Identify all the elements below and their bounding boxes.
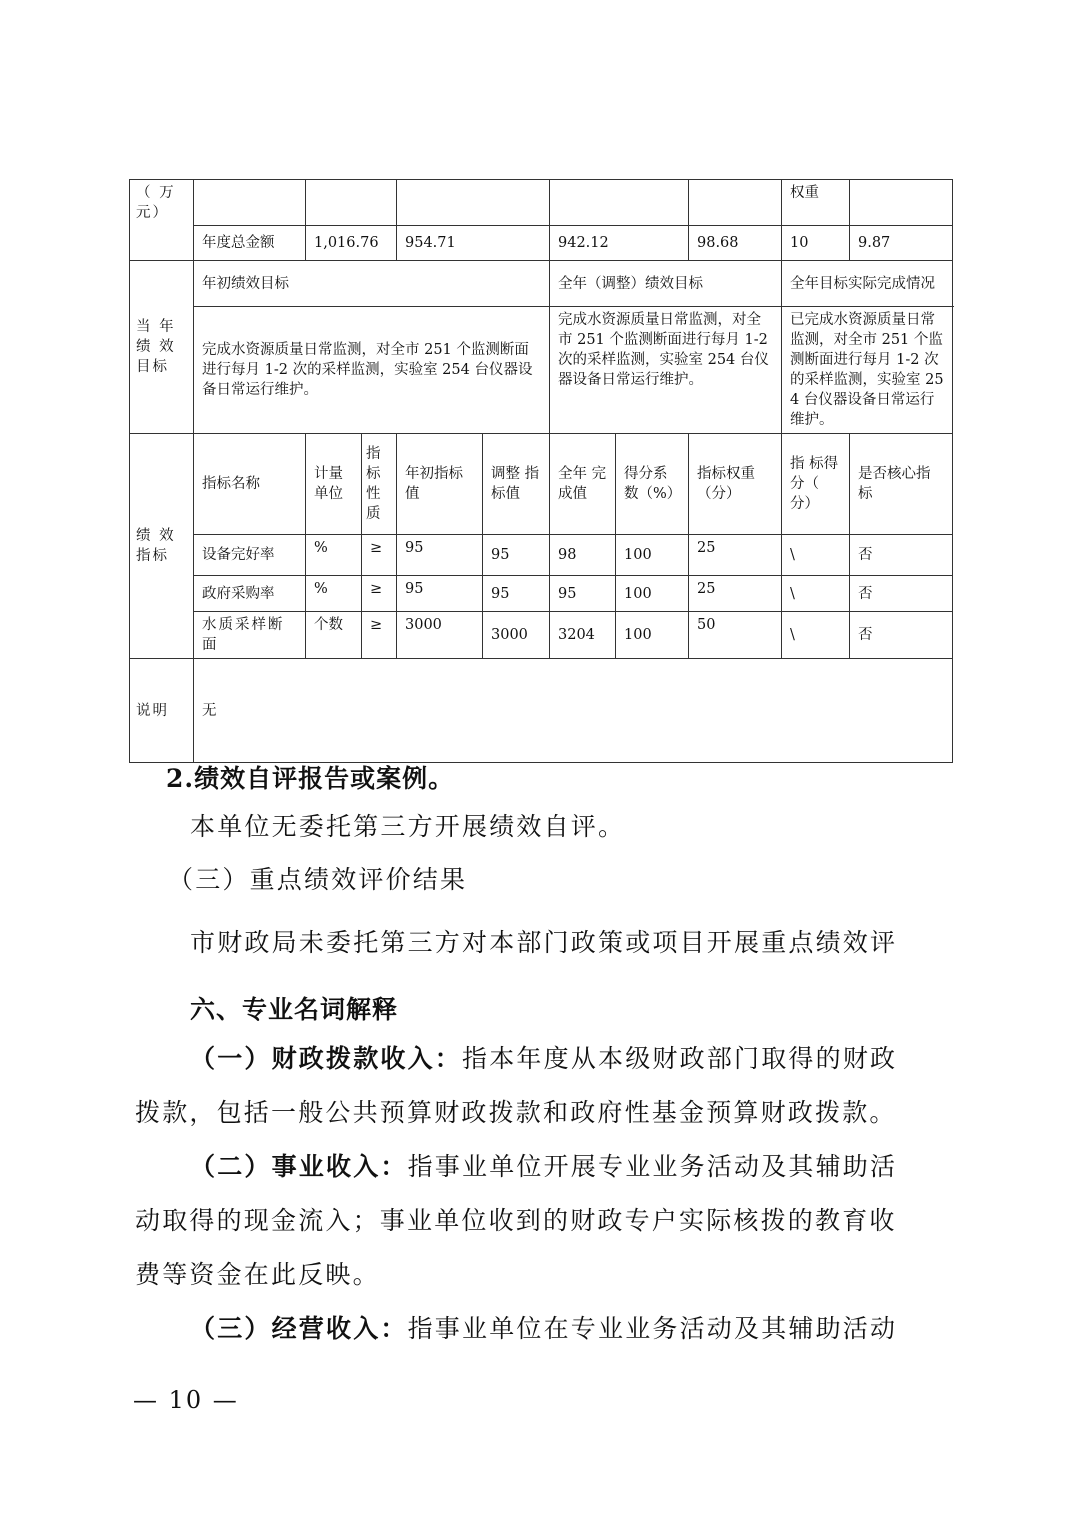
indicator-header: 年初指标值 bbox=[397, 434, 483, 535]
indicator-cell: 3000 bbox=[483, 612, 550, 659]
term2-line2: 动取得的现金流入；事业单位收到的财政专户实际核拨的教育收 bbox=[135, 1206, 897, 1235]
indicator-cell: \ bbox=[782, 612, 850, 659]
indicator-cell: 个数 bbox=[306, 612, 362, 659]
indicator-cell: 政府采购率 bbox=[194, 576, 306, 612]
page-number: — 10 — bbox=[133, 1386, 239, 1414]
indicator-cell: 95 bbox=[397, 535, 483, 576]
goal-header: 年初绩效目标 bbox=[194, 261, 550, 307]
table-row bbox=[130, 535, 953, 576]
indicator-cell: 3000 bbox=[397, 612, 483, 659]
term3-text: 指事业单位在专业业务活动及其辅助活动 bbox=[407, 1314, 898, 1343]
goal-text: 完成水资源质量日常监测，对全市 251 个监测断面进行每月 1-2 次的采样监测，实验室 254 台仪器设备日常运行维护。 bbox=[194, 307, 550, 434]
goal-header: 全年目标实际完成情况 bbox=[782, 261, 953, 307]
term2-text: 指事业单位开展专业业务活动及其辅助活 bbox=[407, 1152, 898, 1181]
indicator-cell: 95 bbox=[550, 576, 616, 612]
indicator-header: 指 标得分（ 分） bbox=[782, 434, 850, 535]
annual-total-cell: 98.68 bbox=[689, 226, 782, 261]
term1-line2: 拨款，包括一般公共预算财政拨款和政府性基金预算财政拨款。 bbox=[135, 1098, 897, 1127]
table-row bbox=[130, 180, 953, 226]
indicator-cell: % bbox=[306, 576, 362, 612]
indicator-cell: 25 bbox=[689, 535, 782, 576]
term1-label: （一）财政拨款收入： bbox=[190, 1044, 463, 1073]
annual-total-label: 年度总金额 bbox=[194, 226, 306, 261]
goal-section-label: 当 年 绩 效 目标 bbox=[130, 261, 194, 434]
indicator-cell: 95 bbox=[483, 576, 550, 612]
indicator-section-label: 绩 效 指标 bbox=[130, 434, 194, 659]
indicator-cell: 98 bbox=[550, 535, 616, 576]
indicator-header: 指标权重（分） bbox=[689, 434, 782, 535]
heading-self-eval: 2.绩效自评报告或案例。 bbox=[166, 764, 455, 793]
indicator-cell: 否 bbox=[850, 535, 953, 576]
indicator-cell: 100 bbox=[616, 576, 689, 612]
table-row bbox=[130, 576, 953, 612]
table-row bbox=[130, 226, 953, 261]
indicator-cell: 25 bbox=[689, 576, 782, 612]
indicator-cell: \ bbox=[782, 576, 850, 612]
indicator-header: 调整 指 标值 bbox=[483, 434, 550, 535]
performance-table bbox=[129, 179, 953, 763]
indicator-header: 指标名称 bbox=[194, 434, 306, 535]
indicator-cell: 95 bbox=[483, 535, 550, 576]
unit-cell: （ 万元） bbox=[130, 180, 194, 261]
note-value: 无 bbox=[194, 659, 953, 763]
indicator-cell: % bbox=[306, 535, 362, 576]
annual-total-cell: 1,016.76 bbox=[306, 226, 397, 261]
indicator-header: 计量单位 bbox=[306, 434, 362, 535]
key-eval-text: 市财政局未委托第三方对本部门政策或项目开展重点绩效评 bbox=[190, 928, 898, 957]
term2-label: （二）事业收入： bbox=[190, 1152, 408, 1181]
annual-total-cell: 10 bbox=[782, 226, 850, 261]
term2-line1 bbox=[190, 1152, 995, 1182]
indicator-cell: 100 bbox=[616, 612, 689, 659]
term3-line1 bbox=[190, 1314, 995, 1344]
goal-text: 完成水资源质量日常监测，对全市 251 个监测断面进行每月 1-2 次的采样监测，实验室 254 台仪器设备日常运行维护。 bbox=[550, 307, 782, 434]
term1-line1 bbox=[190, 1044, 995, 1074]
table-row bbox=[130, 307, 953, 434]
indicator-cell: 3204 bbox=[550, 612, 616, 659]
note-label: 说明 bbox=[130, 659, 194, 763]
indicator-cell: 100 bbox=[616, 535, 689, 576]
goal-text: 已完成水资源质量日常监测，对全市 251 个监测断面进行每月 1-2 次的采样监测，实验室 254 台仪器设备日常运行维护。 bbox=[782, 307, 953, 434]
annual-total-cell: 954.71 bbox=[397, 226, 550, 261]
indicator-cell: ≥ bbox=[362, 535, 397, 576]
indicator-header: 是否核心指标 bbox=[850, 434, 953, 535]
self-eval-text: 本单位无委托第三方开展绩效自评。 bbox=[190, 812, 626, 841]
indicator-header: 指标性质 bbox=[362, 434, 397, 535]
indicator-cell: 水质采样断面 bbox=[194, 612, 306, 659]
indicator-cell: 95 bbox=[397, 576, 483, 612]
weight-label: 权重 bbox=[782, 180, 850, 226]
table-row bbox=[130, 434, 953, 535]
term3-label: （三）经营收入： bbox=[190, 1314, 408, 1343]
indicator-cell: ≥ bbox=[362, 612, 397, 659]
heading-key-eval: （三）重点绩效评价结果 bbox=[168, 865, 468, 894]
indicator-cell: 否 bbox=[850, 576, 953, 612]
heading-terms: 六、专业名词解释 bbox=[190, 995, 399, 1024]
term1-text: 指本年度从本级财政部门取得的财政 bbox=[462, 1044, 898, 1073]
goal-header: 全年（调整）绩效目标 bbox=[550, 261, 782, 307]
table-row bbox=[130, 659, 953, 763]
indicator-header: 得分系数（%） bbox=[616, 434, 689, 535]
indicator-cell: 50 bbox=[689, 612, 782, 659]
table-row bbox=[130, 612, 953, 659]
indicator-cell: 否 bbox=[850, 612, 953, 659]
indicator-cell: ≥ bbox=[362, 576, 397, 612]
term2-line3: 费等资金在此反映。 bbox=[135, 1260, 380, 1289]
indicator-cell: \ bbox=[782, 535, 850, 576]
annual-total-cell: 942.12 bbox=[550, 226, 689, 261]
indicator-cell: 设备完好率 bbox=[194, 535, 306, 576]
annual-total-cell: 9.87 bbox=[850, 226, 953, 261]
indicator-header: 全年 完 成值 bbox=[550, 434, 616, 535]
table-row bbox=[130, 261, 953, 307]
